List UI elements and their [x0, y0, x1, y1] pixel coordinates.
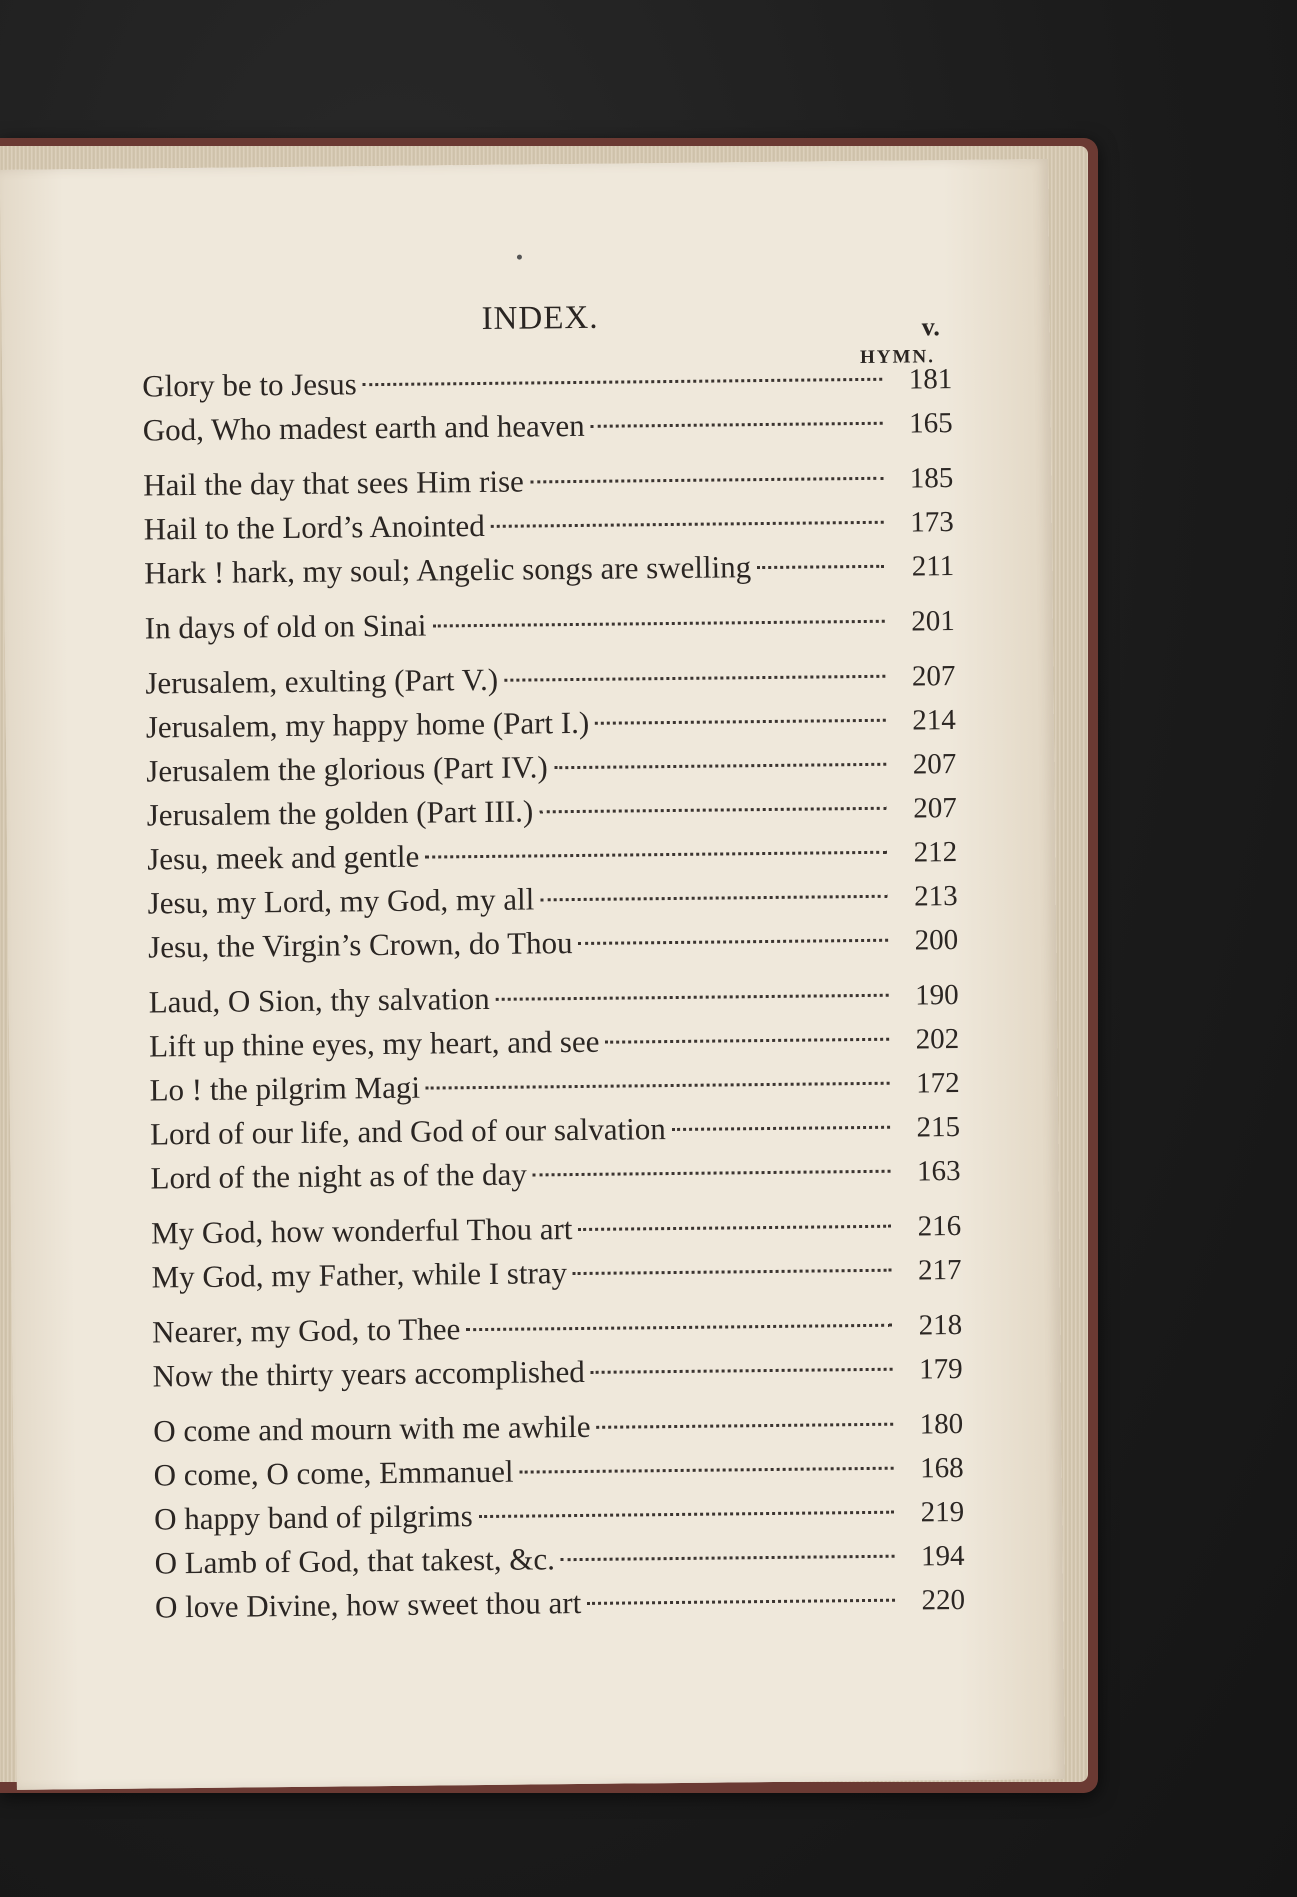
hymn-number: 218 [918, 1308, 963, 1342]
hymn-title: Laud, O Sion, thy salvation [148, 980, 490, 1020]
hymn-title: God, Who madest earth and heaven [142, 407, 585, 448]
index-entry [148, 877, 958, 921]
dot-leader [672, 1126, 890, 1131]
index-entry [150, 1152, 960, 1196]
hymn-number: 165 [909, 407, 953, 440]
index-entry [147, 833, 957, 877]
index-entry [146, 745, 956, 789]
dot-leader [595, 719, 886, 725]
hymn-title: Lord of our life, and God of our salvation [149, 1111, 666, 1152]
hymn-title: Lift up thine eyes, my heart, and see [148, 1023, 600, 1064]
dot-leader [363, 378, 883, 386]
index-entry [145, 602, 955, 646]
page-title: INDEX. [481, 299, 599, 337]
hymn-title: My God, my Father, while I stray [151, 1255, 568, 1295]
hymn-title: Hark ! hark, my soul; Angelic songs are swelling [144, 549, 752, 591]
dot-leader [591, 422, 883, 428]
index-entry [147, 789, 957, 833]
hymn-number: 219 [920, 1495, 965, 1529]
hymn-number: 190 [915, 979, 959, 1012]
index-entry [142, 360, 952, 404]
hymn-title: Jerusalem the glorious (Part IV.) [146, 749, 548, 789]
dot-leader [533, 1170, 891, 1177]
index-entry [153, 1449, 963, 1493]
dot-leader [579, 939, 889, 945]
hymn-number: 201 [911, 605, 955, 638]
hymn-number: 216 [917, 1209, 962, 1243]
index-entry [154, 1493, 964, 1537]
hymn-title: Jesu, meek and gentle [147, 838, 420, 877]
index-entry [146, 701, 956, 745]
hymn-number: 207 [911, 660, 956, 693]
index-entry [148, 921, 958, 965]
hymn-title: Lord of the night as of the day [150, 1156, 527, 1196]
index-entry [144, 547, 954, 591]
index-entry [149, 1020, 959, 1064]
hymn-title: Jerusalem, exulting (Part V.) [145, 661, 499, 701]
hymn-title: Glory be to Jesus [142, 366, 357, 404]
dot-leader [540, 895, 887, 902]
hymn-number: 179 [918, 1352, 963, 1386]
hymn-number: 220 [921, 1583, 966, 1617]
dot-leader [539, 807, 886, 814]
hymn-title: O come, O come, Emmanuel [153, 1453, 514, 1493]
hymn-title: Hail to the Lord’s Anointed [143, 507, 485, 547]
hymn-number: 213 [913, 880, 958, 913]
hymn-title: O love Divine, how sweet thou art [154, 1584, 582, 1625]
index-entry [150, 1108, 960, 1152]
hymn-title: In days of old on Sinai [144, 607, 427, 646]
column-header-hymn: HYMN. [859, 346, 936, 369]
dot-leader [605, 1038, 889, 1044]
hymn-number: 212 [913, 836, 958, 869]
hymn-title: Jerusalem the golden (Part III.) [146, 793, 534, 833]
dot-leader [504, 675, 885, 682]
hymn-number: 181 [908, 363, 953, 396]
hymn-title: Nearer, my God, to Thee [151, 1311, 461, 1350]
page-number: v. [921, 312, 940, 342]
hymn-title: Lo ! the pilgrim Magi [149, 1069, 421, 1108]
index-entry [152, 1306, 962, 1350]
index-entry [145, 657, 955, 701]
index-entry [152, 1350, 962, 1394]
hymn-title: O come and mourn with me awhile [153, 1408, 591, 1449]
hymn-number: 214 [912, 704, 956, 737]
hymn-number: 173 [910, 506, 954, 539]
hymn-title: Jesu, my Lord, my God, my all [147, 881, 535, 921]
hymn-number: 215 [916, 1110, 961, 1144]
hymn-title: Now the thirty years accomplished [152, 1353, 585, 1394]
dot-leader [491, 521, 884, 528]
hymn-number: 172 [915, 1067, 960, 1100]
dot-leader [519, 1467, 893, 1474]
index-entry [155, 1581, 965, 1625]
dot-leader [591, 1368, 893, 1374]
dot-leader [425, 851, 887, 859]
hymn-number: 200 [914, 924, 959, 957]
hymn-number: 207 [912, 748, 957, 781]
index-entry [153, 1405, 963, 1449]
hymn-number: 217 [917, 1253, 962, 1287]
dot-leader [597, 1423, 894, 1429]
index-entry [143, 404, 953, 448]
index-entry [154, 1537, 964, 1581]
dot-leader [757, 565, 884, 569]
index-entry [149, 976, 959, 1020]
dot-leader [432, 620, 884, 628]
dot-leader [578, 1225, 891, 1231]
dot-leader [496, 994, 889, 1001]
index-entry [143, 459, 953, 503]
index-entry [144, 503, 954, 547]
dot-leader [479, 1511, 894, 1518]
hymn-title: Hail the day that sees Him rise [143, 463, 524, 503]
index-list [142, 360, 966, 1625]
dot-leader [466, 1324, 892, 1331]
hymn-number: 163 [916, 1154, 961, 1188]
dot-leader [426, 1082, 890, 1090]
index-entry [149, 1064, 959, 1108]
hymn-number: 168 [919, 1451, 964, 1485]
speck-mark [517, 255, 522, 260]
book-page [0, 159, 1065, 1790]
hymn-number: 180 [919, 1407, 964, 1441]
hymn-title: O Lamb of God, that takest, &c. [154, 1541, 556, 1581]
hymn-number: 185 [909, 462, 954, 495]
dot-leader [554, 763, 887, 769]
hymn-number: 202 [915, 1023, 960, 1056]
hymn-number: 211 [911, 550, 955, 583]
hymn-title: O happy band of pilgrims [153, 1498, 473, 1537]
dot-leader [530, 477, 883, 484]
hymn-title: Jesu, the Virgin’s Crown, do Thou [147, 925, 573, 965]
hymn-title: My God, how wonderful Thou art [150, 1211, 573, 1251]
dot-leader [573, 1269, 892, 1275]
index-entry [151, 1251, 961, 1295]
index-entry [151, 1207, 961, 1251]
dot-leader [561, 1555, 895, 1561]
hymn-number: 207 [913, 792, 957, 825]
hymn-title: Jerusalem, my happy home (Part I.) [145, 704, 590, 745]
dot-leader [587, 1599, 895, 1605]
hymn-number: 194 [920, 1539, 965, 1573]
